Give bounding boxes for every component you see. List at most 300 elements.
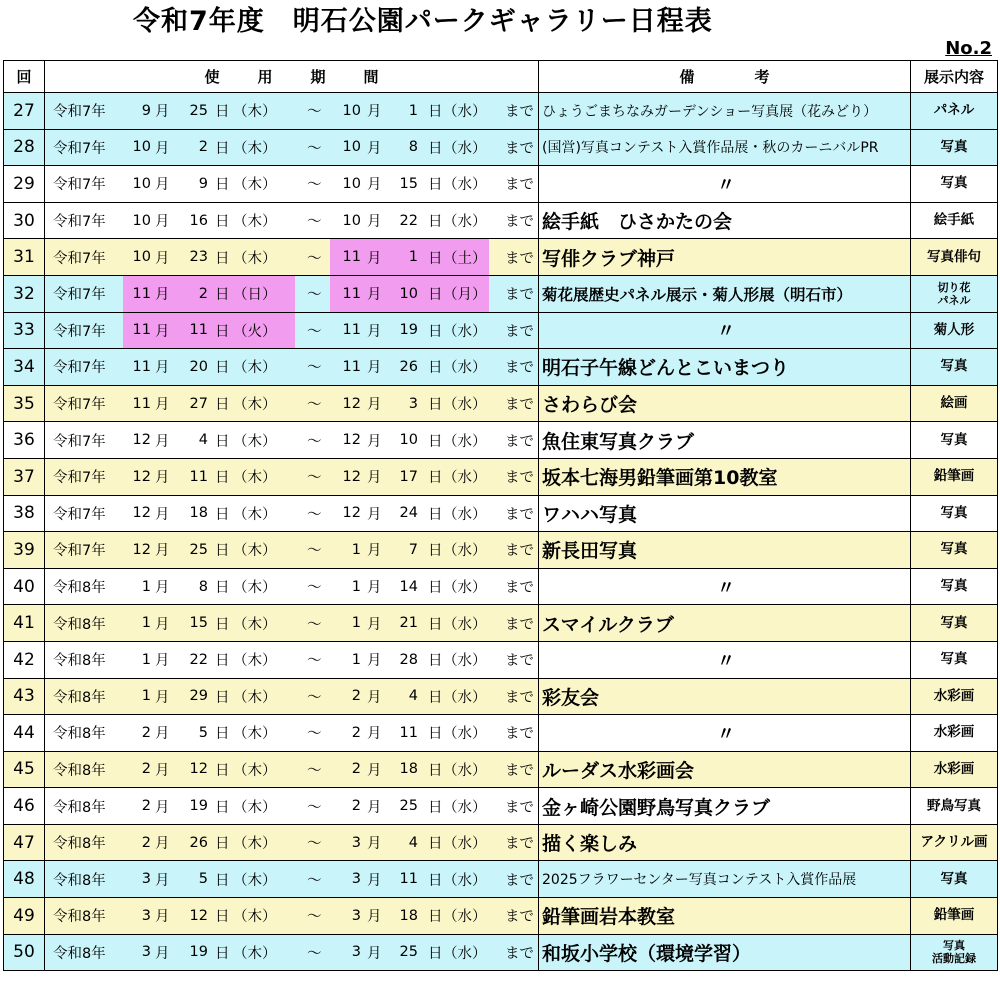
- end-month: 12: [342, 468, 361, 485]
- period-cell: [45, 312, 539, 349]
- period-cell: [45, 715, 539, 752]
- table-row: [4, 605, 998, 642]
- day-label: 日: [428, 799, 443, 816]
- exhibit-type-cell: 水彩画: [911, 678, 998, 715]
- end-weekday: （水）: [443, 177, 487, 194]
- end-weekday: （水）: [443, 140, 487, 157]
- table-row: [4, 385, 998, 422]
- year: 令和7年: [53, 397, 106, 414]
- year: 令和8年: [53, 945, 106, 962]
- until-label: まで: [505, 689, 534, 706]
- tilde: ～: [307, 104, 322, 121]
- start-month: 11: [132, 285, 151, 302]
- day-label: 日: [428, 177, 443, 194]
- end-day: 18: [399, 907, 418, 924]
- notes-cell: 菊花展歴史パネル展示・菊人形展（明石市）: [539, 275, 911, 312]
- end-weekday: （水）: [443, 360, 487, 377]
- end-weekday: （水）: [443, 909, 487, 926]
- day-label: 日: [215, 580, 230, 597]
- exhibit-type-cell: 写真: [911, 641, 998, 678]
- month-label: 月: [155, 689, 170, 706]
- year: 令和8年: [53, 653, 106, 670]
- month-label: 月: [367, 543, 382, 560]
- end-day: 4: [408, 688, 418, 705]
- end-weekday: （土）: [443, 250, 487, 267]
- table-row: [4, 678, 998, 715]
- end-weekday: （水）: [443, 726, 487, 743]
- end-weekday: （水）: [443, 580, 487, 597]
- year: 令和8年: [53, 909, 106, 926]
- start-weekday: （日）: [233, 287, 277, 304]
- start-month: 11: [132, 322, 151, 339]
- row-number: 35: [4, 385, 45, 422]
- table-row: [4, 166, 998, 203]
- month-label: 月: [367, 799, 382, 816]
- notes-cell: 新長田写真: [539, 532, 911, 569]
- start-day: 5: [198, 724, 208, 741]
- end-day: 7: [408, 541, 418, 558]
- table-row: [4, 239, 998, 276]
- start-month: 2: [141, 724, 151, 741]
- exhibit-type-cell: アクリル画: [911, 824, 998, 861]
- month-label: 月: [155, 433, 170, 450]
- tilde: ～: [307, 543, 322, 560]
- end-day: 15: [399, 175, 418, 192]
- row-number: 46: [4, 788, 45, 825]
- month-label: 月: [367, 580, 382, 597]
- end-day: 4: [408, 834, 418, 851]
- year: 令和7年: [53, 250, 106, 267]
- exhibit-type-cell: 切り花 パネル: [911, 275, 998, 312]
- tilde: ～: [307, 506, 322, 523]
- period-cell: [45, 934, 539, 971]
- end-weekday: （水）: [443, 653, 487, 670]
- tilde: ～: [307, 433, 322, 450]
- end-day: 25: [399, 798, 418, 815]
- start-day: 2: [198, 139, 208, 156]
- month-label: 月: [155, 506, 170, 523]
- year: 令和8年: [53, 726, 106, 743]
- end-month: 10: [342, 139, 361, 156]
- start-day: 23: [189, 249, 208, 266]
- month-label: 月: [155, 214, 170, 231]
- end-month: 12: [342, 505, 361, 522]
- day-label: 日: [215, 470, 230, 487]
- exhibit-type-cell: 絵手紙: [911, 202, 998, 239]
- tilde: ～: [307, 287, 322, 304]
- end-month: 3: [351, 871, 361, 888]
- notes-cell: 〃: [539, 715, 911, 752]
- period-cell: [45, 422, 539, 459]
- start-weekday: （木）: [233, 836, 277, 853]
- month-label: 月: [155, 140, 170, 157]
- month-label: 月: [367, 140, 382, 157]
- year: 令和7年: [53, 470, 106, 487]
- end-weekday: （水）: [443, 945, 487, 962]
- until-label: まで: [505, 323, 534, 340]
- start-month: 1: [141, 688, 151, 705]
- notes-cell: 〃: [539, 166, 911, 203]
- start-month: 2: [141, 834, 151, 851]
- day-label: 日: [428, 287, 443, 304]
- start-weekday: （木）: [233, 689, 277, 706]
- tilde: ～: [307, 726, 322, 743]
- start-month: 11: [132, 358, 151, 375]
- until-label: まで: [505, 287, 534, 304]
- end-month: 12: [342, 432, 361, 449]
- row-number: 45: [4, 751, 45, 788]
- until-label: まで: [505, 580, 534, 597]
- month-label: 月: [155, 580, 170, 597]
- day-label: 日: [215, 360, 230, 377]
- day-label: 日: [428, 836, 443, 853]
- tilde: ～: [307, 177, 322, 194]
- exhibit-type-cell: 写真俳句: [911, 239, 998, 276]
- exhibit-type-cell: 写真: [911, 532, 998, 569]
- start-weekday: （木）: [233, 543, 277, 560]
- row-number: 34: [4, 349, 45, 386]
- table-row: [4, 641, 998, 678]
- month-label: 月: [155, 360, 170, 377]
- start-day: 5: [198, 871, 208, 888]
- day-label: 日: [215, 543, 230, 560]
- exhibit-type-cell: 野鳥写真: [911, 788, 998, 825]
- table-row: [4, 458, 998, 495]
- end-weekday: （水）: [443, 397, 487, 414]
- day-label: 日: [428, 689, 443, 706]
- table-row: [4, 751, 998, 788]
- end-month: 11: [342, 358, 361, 375]
- end-day: 8: [408, 139, 418, 156]
- until-label: まで: [505, 177, 534, 194]
- until-label: まで: [505, 909, 534, 926]
- year: 令和7年: [53, 323, 106, 340]
- exhibit-type-cell: パネル: [911, 93, 998, 130]
- row-number: 36: [4, 422, 45, 459]
- notes-cell: 魚住東写真クラブ: [539, 422, 911, 459]
- month-label: 月: [367, 726, 382, 743]
- day-label: 日: [428, 506, 443, 523]
- year: 令和7年: [53, 140, 106, 157]
- table-row: [4, 861, 998, 898]
- until-label: まで: [505, 836, 534, 853]
- tilde: ～: [307, 323, 322, 340]
- end-day: 11: [399, 871, 418, 888]
- end-month: 2: [351, 724, 361, 741]
- until-label: まで: [505, 653, 534, 670]
- row-number: 37: [4, 458, 45, 495]
- notes-cell: 絵手紙 ひさかたの会: [539, 202, 911, 239]
- tilde: ～: [307, 799, 322, 816]
- start-weekday: （火）: [233, 323, 277, 340]
- exhibit-type-cell: 写真: [911, 422, 998, 459]
- day-label: 日: [428, 323, 443, 340]
- year: 令和7年: [53, 543, 106, 560]
- start-day: 19: [189, 944, 208, 961]
- year: 令和7年: [53, 214, 106, 231]
- month-label: 月: [367, 287, 382, 304]
- month-label: 月: [367, 104, 382, 121]
- day-label: 日: [215, 177, 230, 194]
- end-weekday: （水）: [443, 762, 487, 779]
- start-weekday: （木）: [233, 616, 277, 633]
- year: 令和8年: [53, 836, 106, 853]
- exhibit-type-cell: 写真: [911, 568, 998, 605]
- year: 令和8年: [53, 762, 106, 779]
- start-weekday: （木）: [233, 726, 277, 743]
- start-day: 15: [189, 615, 208, 632]
- page-number: No.2: [945, 38, 992, 59]
- row-number: 43: [4, 678, 45, 715]
- table-row: [4, 93, 998, 130]
- end-day: 1: [408, 102, 418, 119]
- end-weekday: （水）: [443, 470, 487, 487]
- end-month: 3: [351, 834, 361, 851]
- year: 令和7年: [53, 506, 106, 523]
- month-label: 月: [367, 177, 382, 194]
- end-weekday: （水）: [443, 214, 487, 231]
- header-notes: 備考: [539, 61, 911, 93]
- end-day: 19: [399, 322, 418, 339]
- month-label: 月: [155, 104, 170, 121]
- tilde: ～: [307, 580, 322, 597]
- start-month: 10: [132, 249, 151, 266]
- schedule-table: [3, 60, 998, 971]
- tilde: ～: [307, 250, 322, 267]
- notes-cell: 描く楽しみ: [539, 824, 911, 861]
- end-weekday: （水）: [443, 506, 487, 523]
- day-label: 日: [215, 616, 230, 633]
- start-day: 22: [189, 651, 208, 668]
- row-number: 44: [4, 715, 45, 752]
- tilde: ～: [307, 616, 322, 633]
- start-weekday: （木）: [233, 470, 277, 487]
- start-weekday: （木）: [233, 140, 277, 157]
- end-month: 1: [351, 578, 361, 595]
- day-label: 日: [428, 250, 443, 267]
- notes-cell: 和坂小学校（環境学習）: [539, 934, 911, 971]
- schedule-rows: [4, 93, 998, 971]
- notes-cell: 〃: [539, 641, 911, 678]
- notes-cell: 坂本七海男鉛筆画第10教室: [539, 458, 911, 495]
- day-label: 日: [428, 616, 443, 633]
- start-day: 19: [189, 798, 208, 815]
- year: 令和7年: [53, 177, 106, 194]
- until-label: まで: [505, 250, 534, 267]
- end-day: 10: [399, 285, 418, 302]
- row-number: 41: [4, 605, 45, 642]
- period-cell: [45, 678, 539, 715]
- end-month: 10: [342, 102, 361, 119]
- end-month: 12: [342, 395, 361, 412]
- table-row: [4, 129, 998, 166]
- end-weekday: （水）: [443, 323, 487, 340]
- period-cell: [45, 202, 539, 239]
- start-weekday: （木）: [233, 580, 277, 597]
- year: 令和8年: [53, 689, 106, 706]
- day-label: 日: [215, 214, 230, 231]
- month-label: 月: [155, 762, 170, 779]
- start-month: 3: [141, 944, 151, 961]
- end-weekday: （水）: [443, 543, 487, 560]
- exhibit-type-cell: 写真: [911, 349, 998, 386]
- day-label: 日: [215, 689, 230, 706]
- day-label: 日: [428, 104, 443, 121]
- row-number: 27: [4, 93, 45, 130]
- start-weekday: （木）: [233, 653, 277, 670]
- start-day: 4: [198, 432, 208, 449]
- month-label: 月: [367, 945, 382, 962]
- day-label: 日: [215, 653, 230, 670]
- end-month: 2: [351, 688, 361, 705]
- end-day: 24: [399, 505, 418, 522]
- tilde: ～: [307, 689, 322, 706]
- row-number: 48: [4, 861, 45, 898]
- start-day: 25: [189, 102, 208, 119]
- start-month: 3: [141, 907, 151, 924]
- notes-cell: ワハハ写真: [539, 495, 911, 532]
- period-cell: [45, 861, 539, 898]
- exhibit-type-cell: 鉛筆画: [911, 898, 998, 935]
- notes-cell: (国営)写真コンテスト入賞作品展・秋のカーニバルPR: [539, 129, 911, 166]
- period-cell: [45, 641, 539, 678]
- month-label: 月: [155, 909, 170, 926]
- month-label: 月: [367, 433, 382, 450]
- day-label: 日: [215, 104, 230, 121]
- day-label: 日: [215, 762, 230, 779]
- table-row: [4, 202, 998, 239]
- tilde: ～: [307, 214, 322, 231]
- start-month: 10: [132, 212, 151, 229]
- notes-cell: 写俳クラブ神戸: [539, 239, 911, 276]
- table-row: [4, 422, 998, 459]
- row-number: 40: [4, 568, 45, 605]
- notes-cell: 彩友会: [539, 678, 911, 715]
- year: 令和8年: [53, 580, 106, 597]
- start-month: 2: [141, 798, 151, 815]
- end-month: 10: [342, 212, 361, 229]
- until-label: まで: [505, 543, 534, 560]
- until-label: まで: [505, 140, 534, 157]
- day-label: 日: [428, 726, 443, 743]
- day-label: 日: [428, 360, 443, 377]
- month-label: 月: [155, 726, 170, 743]
- header-no: 回: [4, 61, 45, 93]
- until-label: まで: [505, 104, 534, 121]
- day-label: 日: [215, 397, 230, 414]
- day-label: 日: [428, 580, 443, 597]
- exhibit-type-cell: 写真: [911, 495, 998, 532]
- end-weekday: （水）: [443, 799, 487, 816]
- month-label: 月: [155, 250, 170, 267]
- end-day: 11: [399, 724, 418, 741]
- table-row: [4, 495, 998, 532]
- notes-cell: 鉛筆画岩本教室: [539, 898, 911, 935]
- until-label: まで: [505, 945, 534, 962]
- day-label: 日: [215, 909, 230, 926]
- day-label: 日: [215, 287, 230, 304]
- end-month: 11: [342, 249, 361, 266]
- month-label: 月: [155, 836, 170, 853]
- start-day: 11: [189, 468, 208, 485]
- month-label: 月: [367, 762, 382, 779]
- until-label: まで: [505, 360, 534, 377]
- start-day: 16: [189, 212, 208, 229]
- table-row: [4, 568, 998, 605]
- start-month: 1: [141, 615, 151, 632]
- notes-cell: 〃: [539, 312, 911, 349]
- day-label: 日: [428, 214, 443, 231]
- end-month: 1: [351, 615, 361, 632]
- end-day: 28: [399, 651, 418, 668]
- end-weekday: （水）: [443, 104, 487, 121]
- start-month: 12: [132, 432, 151, 449]
- start-month: 1: [141, 651, 151, 668]
- start-month: 12: [132, 541, 151, 558]
- month-label: 月: [367, 689, 382, 706]
- header-row: [4, 61, 998, 93]
- day-label: 日: [428, 543, 443, 560]
- month-label: 月: [367, 506, 382, 523]
- start-month: 9: [141, 102, 151, 119]
- tilde: ～: [307, 470, 322, 487]
- row-number: 32: [4, 275, 45, 312]
- exhibit-type-cell: 絵画: [911, 385, 998, 422]
- day-label: 日: [428, 945, 443, 962]
- end-month: 1: [351, 541, 361, 558]
- start-day: 2: [198, 285, 208, 302]
- year: 令和8年: [53, 872, 106, 889]
- exhibit-type-cell: 菊人形: [911, 312, 998, 349]
- notes-cell: ひょうごまちなみガーデンショー写真展（花みどり）: [539, 93, 911, 130]
- month-label: 月: [367, 214, 382, 231]
- month-label: 月: [367, 323, 382, 340]
- tilde: ～: [307, 945, 322, 962]
- year: 令和7年: [53, 360, 106, 377]
- start-weekday: （木）: [233, 177, 277, 194]
- period-cell: [45, 239, 539, 276]
- year: 令和8年: [53, 799, 106, 816]
- period-cell: [45, 898, 539, 935]
- start-day: 9: [198, 175, 208, 192]
- until-label: まで: [505, 214, 534, 231]
- month-label: 月: [367, 397, 382, 414]
- notes-cell: 〃: [539, 568, 911, 605]
- start-month: 10: [132, 175, 151, 192]
- end-day: 14: [399, 578, 418, 595]
- day-label: 日: [215, 945, 230, 962]
- month-label: 月: [367, 616, 382, 633]
- end-weekday: （水）: [443, 836, 487, 853]
- end-day: 21: [399, 615, 418, 632]
- end-day: 10: [399, 432, 418, 449]
- start-month: 12: [132, 505, 151, 522]
- tilde: ～: [307, 872, 322, 889]
- year: 令和8年: [53, 616, 106, 633]
- start-month: 2: [141, 761, 151, 778]
- notes-cell: 明石子午線どんとこいまつり: [539, 349, 911, 386]
- until-label: まで: [505, 799, 534, 816]
- month-label: 月: [367, 470, 382, 487]
- row-number: 50: [4, 934, 45, 971]
- start-weekday: （木）: [233, 799, 277, 816]
- end-day: 17: [399, 468, 418, 485]
- tilde: ～: [307, 909, 322, 926]
- start-day: 11: [189, 322, 208, 339]
- period-cell: [45, 532, 539, 569]
- month-label: 月: [367, 909, 382, 926]
- table-row: [4, 788, 998, 825]
